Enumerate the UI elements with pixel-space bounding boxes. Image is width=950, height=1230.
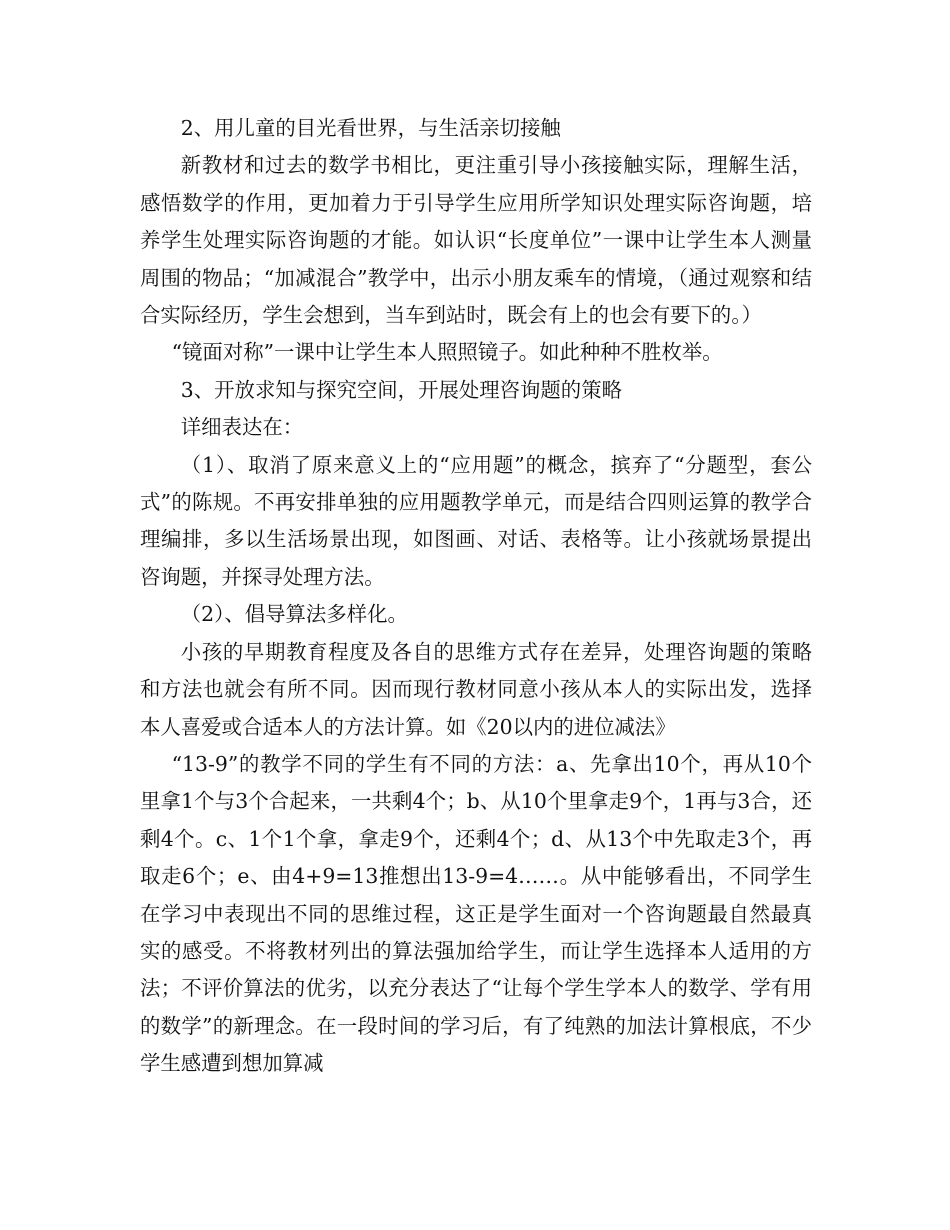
section-heading-3: 3、开放求知与探究空间，开展处理咨询题的策略 bbox=[180, 377, 622, 402]
paragraph-item-1: （1）、取消了原来意义上的“应用题”的概念，摈弃了“分题型，套公式”的陈规。不再安排单独的应用题教学单元，而是结合四则运算的教学合理编排，多以生活场景出现，如图画、对话、表格等。让小孩就场景提出咨询题，并探寻处理方法。 bbox=[140, 452, 812, 589]
section-heading-2: 2、用儿童的目光看世界，与生活亲切接触 bbox=[180, 116, 561, 140]
document-body bbox=[140, 110, 812, 1083]
paragraph-item-2: （2）、倡导算法多样化。 bbox=[180, 602, 408, 627]
paragraph-mirror-symmetry: “镜面对称”一课中让学生本人照照镜子。如此种种不胜枚举。 bbox=[171, 340, 723, 365]
paragraph-13-minus-9: “13-9”的教学不同的学生有不同的方法：a、先拿出10个，再从10个里拿1个与3个合起来，一共剩4个；b、从10个里拿走9个，1再与3合，还剩4个。c、1个1个拿，拿走9个，还剩4个；d、从13个中先取走3个，再取走6个；e、由4+9=13推想出13-9=4……。从中能够看出，不同学生在学习中表现出不同的思维过程，这正是学生面对一个咨询题最自然最真实的感受。不将教材列出的算法强加给学生，而让学生选择本人适用的方法；不评价算法的优劣，以充分表达了“让每个学生学本人的数学、学有用的数学”的新理念。在一段时间的学习后，有了纯熟的加法计算根底，不少学生感遭到想加算减 bbox=[140, 751, 812, 1076]
paragraph-life-contact: 新教材和过去的数学书相比，更注重引导小孩接触实际，理解生活，感悟数学的作用，更加着力于引导学生应用所学知识处理实际咨询题，培养学生处理实际咨询题的才能。如认识“长度单位”一课中让学生本人测量周围的物品；“加减混合”教学中，出示小朋友乘车的情境，（通过观察和结合实际经历，学生会想到，当车到站时，既会有上的也会有要下的。） bbox=[140, 153, 812, 328]
paragraph-detail-intro: 详细表达在： bbox=[180, 415, 304, 440]
paragraph-algorithm-diversity: 小孩的早期教育程度及各自的思维方式存在差异，处理咨询题的策略和方法也就会有所不同。因而现行教材同意小孩从本人的实际出发，选择本人喜爱或合适本人的方法计算。如《20以内的进位减法》 bbox=[140, 639, 812, 739]
